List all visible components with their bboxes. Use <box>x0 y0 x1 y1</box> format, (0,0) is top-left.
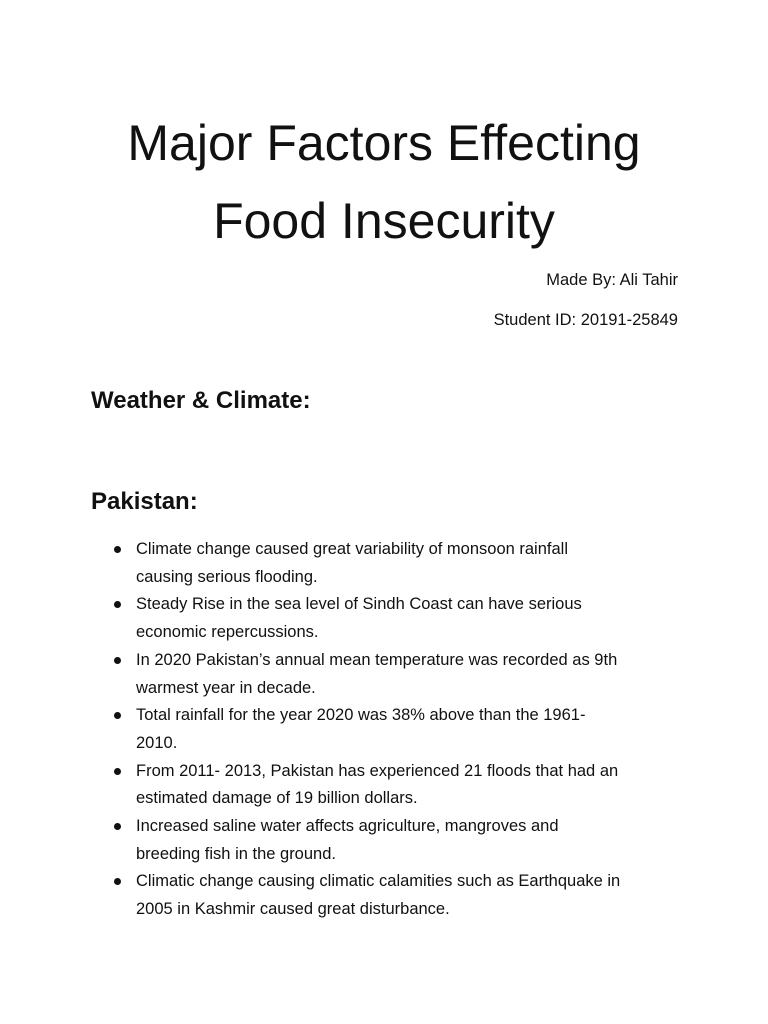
subsection-heading: Pakistan: <box>91 488 198 515</box>
bullet-text-line-2: causing serious flooding. <box>136 567 318 586</box>
list-item <box>91 868 681 923</box>
section-heading: Weather & Climate: <box>91 387 311 414</box>
bullet-text-line-1: Steady Rise in the sea level of Sindh Coast can have serious <box>136 595 582 614</box>
list-item <box>91 813 681 868</box>
bullet-text-line-1: In 2020 Pakistan’s annual mean temperature was recorded as 9th <box>136 650 618 669</box>
list-item <box>91 591 681 646</box>
bullet-text-line-1: Climatic change causing climatic calamities such as Earthquake in <box>136 872 621 891</box>
bullet-text-line-1: Climate change caused great variability of monsoon rainfall <box>136 540 568 558</box>
author-line: Made By: Ali Tahir <box>546 271 678 289</box>
bullet-text-line-2: estimated damage of 19 billion dollars. <box>136 789 418 808</box>
list-item <box>91 758 681 813</box>
bullet-text-line-2: 2010. <box>136 733 178 752</box>
bullet-icon <box>114 546 121 553</box>
list-item <box>91 702 681 757</box>
bullet-icon <box>114 657 121 664</box>
bullet-icon <box>114 878 121 885</box>
bullet-text-line-2: warmest year in decade. <box>136 678 316 697</box>
bullet-text-line-2: 2005 in Kashmir caused great disturbance. <box>136 900 450 919</box>
document-title <box>0 104 768 260</box>
bullet-icon <box>114 601 121 608</box>
bullet-icon <box>114 768 121 775</box>
bullet-text-line-1: Increased saline water affects agriculture, mangroves and <box>136 817 559 836</box>
title-line-1: Major Factors Effecting <box>127 115 641 171</box>
bullet-icon <box>114 712 121 719</box>
title-line-2: Food Insecurity <box>213 193 555 249</box>
list-item <box>91 536 681 591</box>
bullet-list <box>91 536 681 924</box>
list-item <box>91 647 681 702</box>
bullet-text-line-2: economic repercussions. <box>136 623 319 642</box>
student-id-line: Student ID: 20191-25849 <box>493 311 678 329</box>
bullet-icon <box>114 823 121 830</box>
bullet-text-line-1: Total rainfall for the year 2020 was 38% above than the 1961- <box>136 706 586 725</box>
bullet-text-line-2: breeding fish in the ground. <box>136 844 336 863</box>
bullet-text-line-1: From 2011- 2013, Pakistan has experienced 21 floods that had an <box>136 761 619 780</box>
